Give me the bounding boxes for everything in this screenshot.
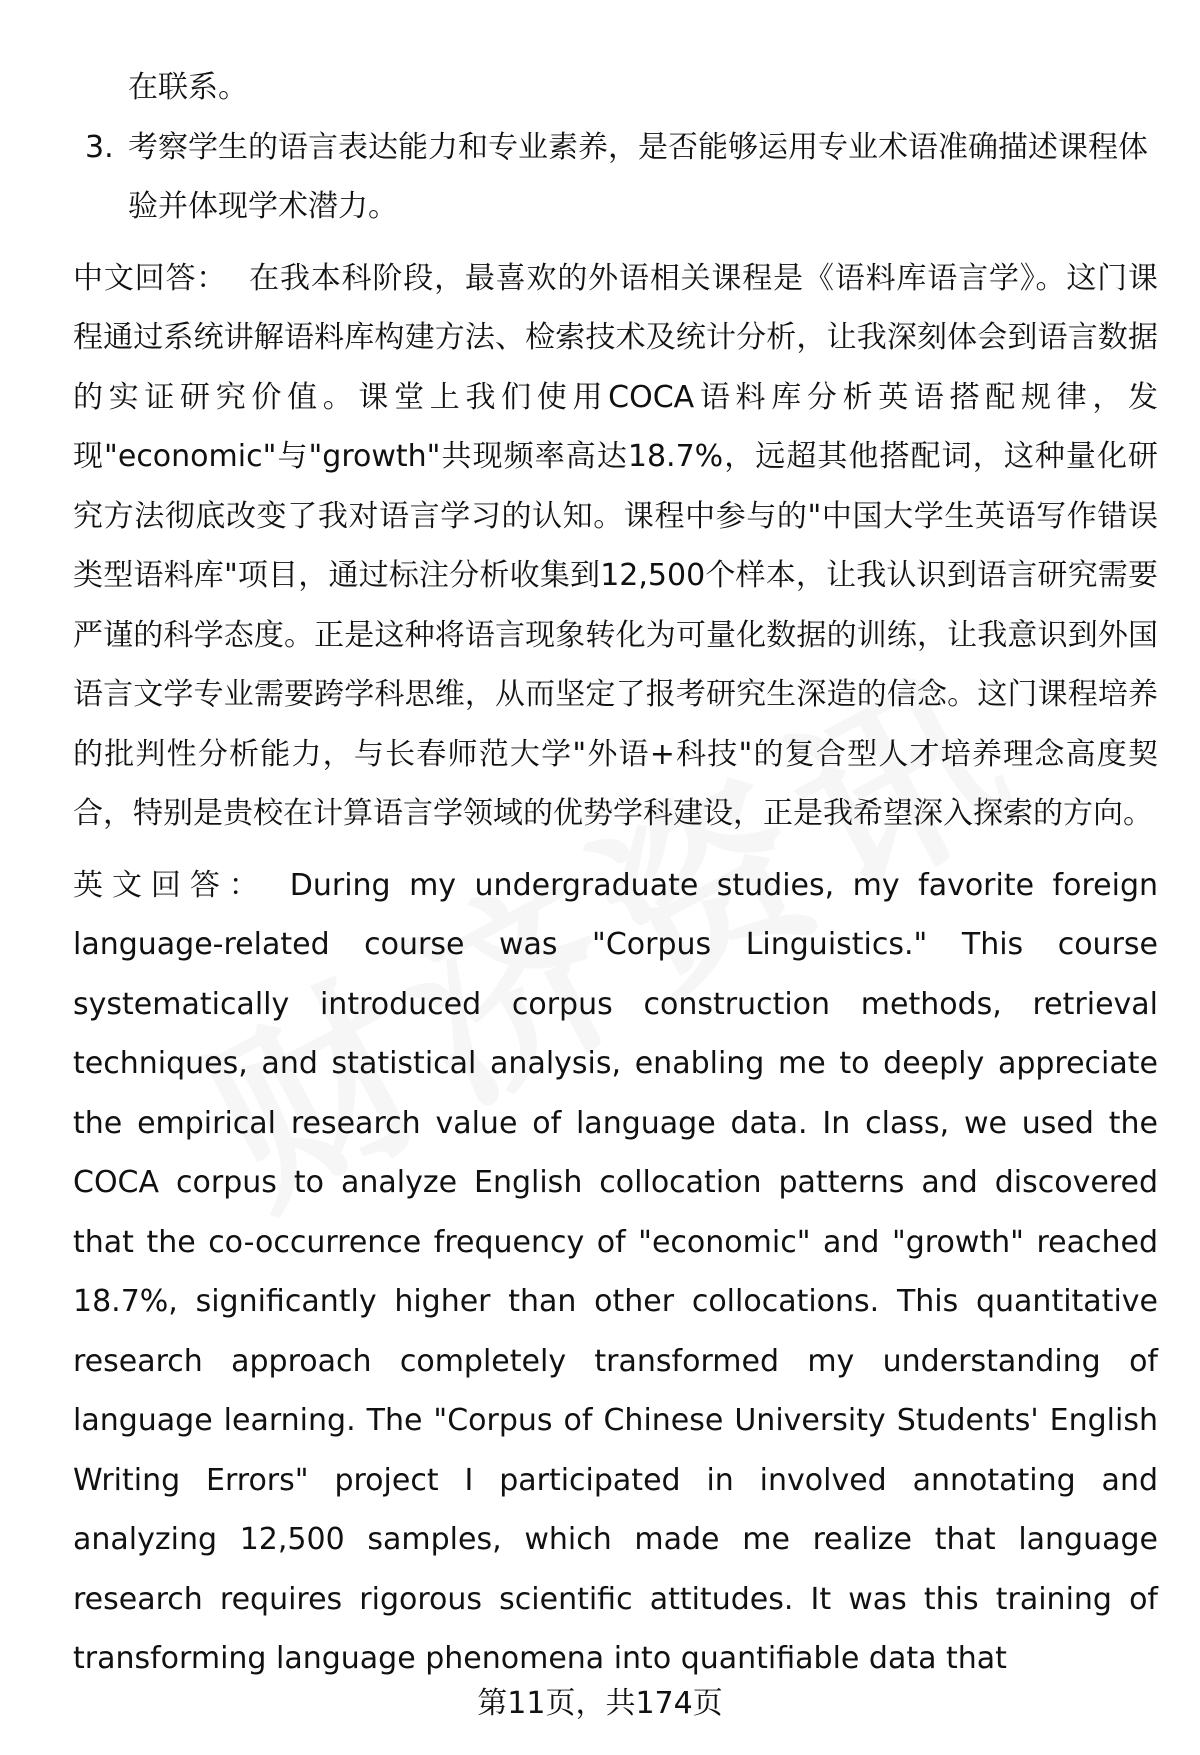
english-answer-text: During my undergraduate studies, my favorite foreign language-related course was "Corpus Linguistics." This course systematically introduced corpus construction methods, retrieval techniques, and statistical analysis, enabling me to deeply appreciate the empirical research value of language data. In class, we used the COCA corpus to analyze English collocation patterns and discovered that the co-occurrence frequency of "economic" and "growth" reached 18.7%, significantly higher than other collocations. This quantitative research approach completely transformed my understanding of language learning. The "Corpus of Chinese University Students' English Writing Errors" project I participated in involved annotating and analyzing 12,500 samples, which made me realize that language research requires rigorous scientific attitudes. It was this training of transforming language phenomena into quantifiable data that <box>73 867 1158 1676</box>
list-continuation: 在联系。 <box>128 70 248 105</box>
page-content <box>73 58 1158 1689</box>
english-answer <box>73 856 1158 1689</box>
list-item <box>73 118 1158 237</box>
list-item-number: 3. <box>85 129 114 165</box>
list-item-text: 考察学生的语言表达能力和专业素养，是否能够运用专业术语准确描述课程体验并体现学术潜力。 <box>128 129 1148 224</box>
chinese-answer-label: 中文回答： <box>73 260 228 296</box>
page-number-footer: 第11页，共174页 <box>477 1686 723 1721</box>
english-answer-label: 英文回答： <box>73 867 268 903</box>
chinese-answer <box>73 249 1158 844</box>
chinese-answer-text: 在我本科阶段，最喜欢的外语相关课程是《语料库语言学》。这门课程通过系统讲解语料库构建方法、检索技术及统计分析，让我深刻体会到语言数据的实证研究价值。课堂上我们使用COCA语料库分析英语搭配规律，发现"economic"与"growth"共现频率高达18.7%，远超其他搭配词，这种量化研究方法彻底改变了我对语言学习的认知。课程中参与的"中国大学生英语写作错误类型语料库"项目，通过标注分析收集到12,500个样本，让我认识到语言研究需要严谨的科学态度。正是这种将语言现象转化为可量化数据的训练，让我意识到外国语言文学专业需要跨学科思维，从而坚定了报考研究生深造的信念。这门课程培养的批判性分析能力，与长春师范大学"外语+科技"的复合型人才培养理念高度契合，特别是贵校在计算语言学领域的优势学科建设，正是我希望深入探索的方向。 <box>73 260 1159 831</box>
